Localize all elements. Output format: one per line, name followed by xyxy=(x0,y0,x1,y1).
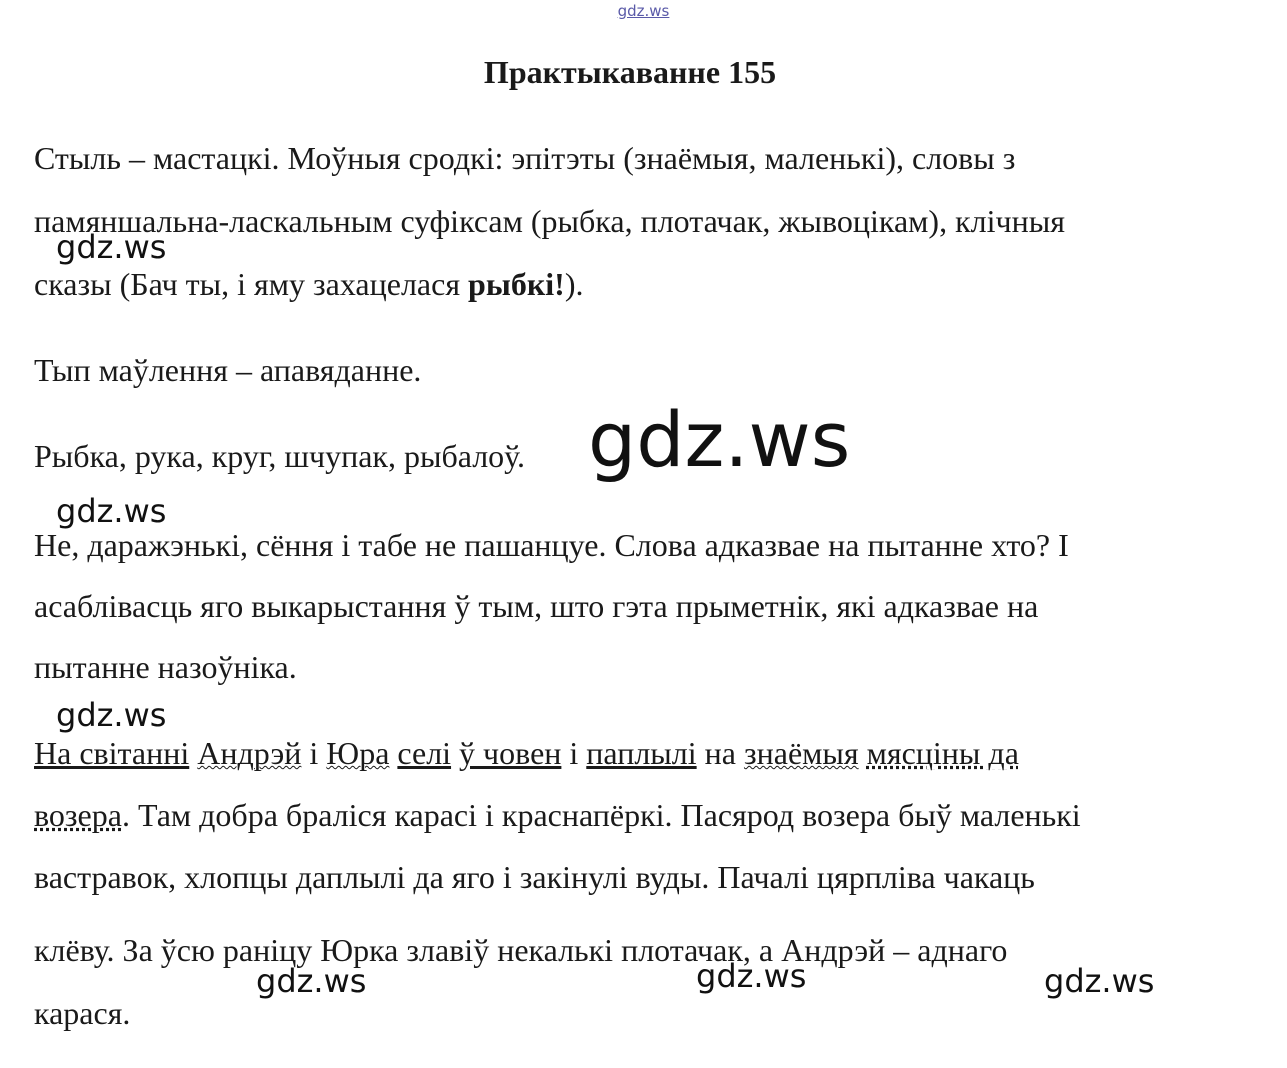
text-span: сказы (Бач ты, і яму захацелася xyxy=(34,266,469,302)
text-span: і xyxy=(301,735,327,771)
paragraph-5-line-4: клёву. За ўсю раніцу Юрка злавіў некалькі плотачак, а Андрэй – аднаго xyxy=(34,932,1008,968)
paragraph-1-line-3 xyxy=(34,266,583,303)
underlined-word: На світанні xyxy=(34,735,190,771)
paragraph-5-line-2 xyxy=(34,797,1081,834)
paragraph-4-line-1: Не, даражэнькі, сёння і табе не пашанцуе. Слова адказвае на пытанне хто? І xyxy=(34,527,1069,563)
page-title: Практыкаванне 155 xyxy=(483,54,777,90)
underlined-word: мясціны да xyxy=(866,735,1019,771)
underlined-word: Юра xyxy=(326,735,390,771)
watermark: gdz.ws xyxy=(56,228,167,266)
underlined-word: селі xyxy=(397,735,452,771)
text-span: на xyxy=(696,735,744,771)
text-span: і xyxy=(561,735,587,771)
paragraph-4-line-3: пытанне назоўніка. xyxy=(34,649,297,685)
underlined-word: возера xyxy=(34,797,122,833)
paragraph-1-line-1: Стыль – мастацкі. Моўныя сродкі: эпітэты (знаёмыя, маленькі), словы з xyxy=(34,140,1016,176)
underlined-word: ў човен xyxy=(459,735,562,771)
paragraph-1-line-2: памяншальна-ласкальным суфіксам (рыбка, плотачак, жывоцікам), клічныя xyxy=(34,203,1065,239)
paragraph-3: Рыбка, рука, круг, шчупак, рыбалоў. xyxy=(34,438,525,474)
text-span: . Там добра браліся карасі і краснапёркі. Пасярод возера быў маленькі xyxy=(121,797,1081,833)
paragraph-5-line-3: вастравок, хлопцы даплылі да яго і закінулі вуды. Пачалі цярпліва чакаць xyxy=(34,859,1035,895)
watermark-top-link[interactable]: gdz.ws xyxy=(617,2,670,20)
paragraph-5-line-5: карася. xyxy=(34,995,131,1031)
watermark: gdz.ws xyxy=(256,962,367,1000)
watermark: gdz.ws xyxy=(56,492,167,530)
watermark: gdz.ws xyxy=(696,957,807,995)
watermark: gdz.ws xyxy=(56,696,167,734)
watermark: gdz.ws xyxy=(1044,962,1155,1000)
bold-word: рыбкі! xyxy=(468,266,565,302)
underlined-word: паплылі xyxy=(586,735,697,771)
text-span: ). xyxy=(564,266,584,302)
paragraph-2: Тып маўлення – апавяданне. xyxy=(34,352,422,388)
underlined-word: Андрэй xyxy=(197,735,302,771)
paragraph-5-line-1 xyxy=(34,735,1019,772)
paragraph-4-line-2: асаблівасць яго выкарыстання ў тым, што гэта прыметнік, які адказвае на xyxy=(34,588,1039,624)
underlined-word: знаёмыя xyxy=(743,735,859,771)
watermark-large: gdz.ws xyxy=(588,395,851,484)
